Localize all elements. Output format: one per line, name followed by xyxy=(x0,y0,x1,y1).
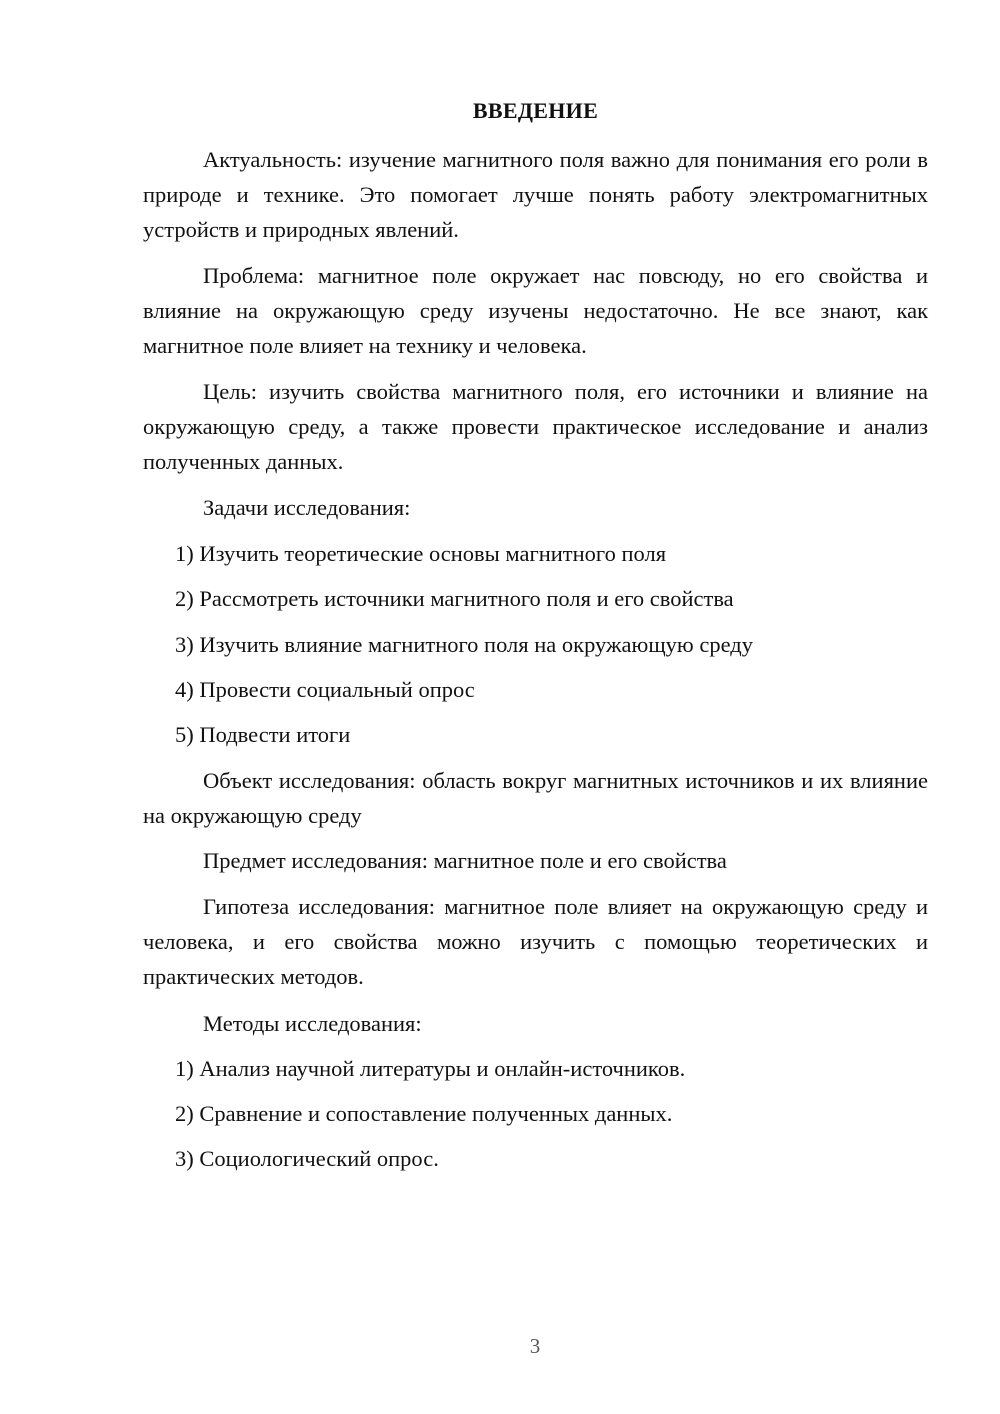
method-item: 2) Сравнение и сопоставление полученных данных. xyxy=(175,1101,673,1126)
method-item: 3) Социологический опрос. xyxy=(175,1146,439,1171)
task-item: 4) Провести социальный опрос xyxy=(175,677,475,702)
page-number: 3 xyxy=(529,1334,541,1358)
subject-paragraph: Предмет исследования: магнитное поле и его свойства xyxy=(203,848,727,873)
method-item: 1) Анализ научной литературы и онлайн-источников. xyxy=(175,1056,686,1081)
task-item: 2) Рассмотреть источники магнитного поля и его свойства xyxy=(175,586,734,611)
hypothesis-paragraph: Гипотеза исследования: магнитное поле влияет на окружающую среду и человека, и его свойства можно изучить с помощью теоретических и практических методов. xyxy=(143,894,928,989)
problem-paragraph: Проблема: магнитное поле окружает нас повсюду, но его свойства и влияние на окружающую среду изучены недостаточно. Не все знают, как магнитное поле влияет на технику и человека. xyxy=(143,263,928,358)
tasks-title: Задачи исследования: xyxy=(203,495,411,520)
relevance-paragraph: Актуальность: изучение магнитного поля важно для понимания его роли в природе и технике. Это помогает лучше понять работу электромагнитных устройств и природных явлений. xyxy=(143,147,928,242)
goal-paragraph: Цель: изучить свойства магнитного поля, его источники и влияние на окружающую среду, а также провести практическое исследование и анализ полученных данных. xyxy=(143,379,928,474)
section-heading: ВВЕДЕНИЕ xyxy=(472,98,599,123)
object-paragraph: Объект исследования: область вокруг магнитных источников и их влияние на окружающую среду xyxy=(143,768,928,828)
task-item: 3) Изучить влияние магнитного поля на окружающую среду xyxy=(175,632,753,657)
task-item: 5) Подвести итоги xyxy=(175,722,351,747)
task-item: 1) Изучить теоретические основы магнитного поля xyxy=(175,541,667,566)
methods-title: Методы исследования: xyxy=(203,1011,422,1036)
